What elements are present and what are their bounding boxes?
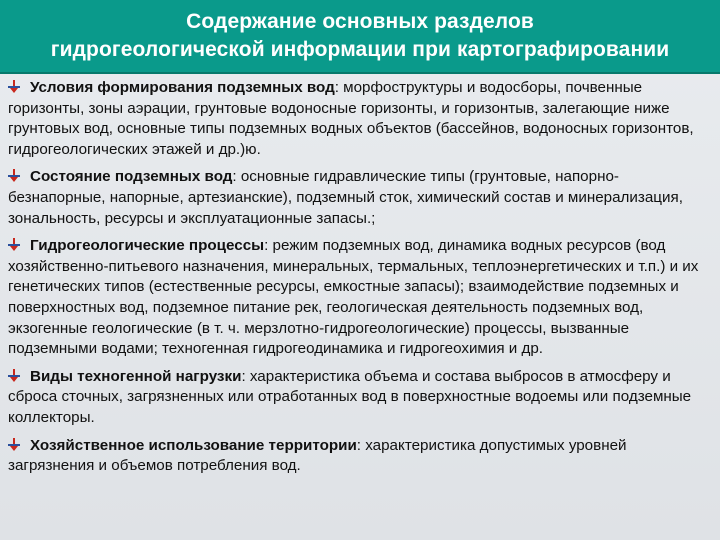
arrow-bullet-icon (8, 169, 20, 183)
item-heading: Хозяйственное использование территории (30, 436, 357, 454)
list-item (8, 236, 712, 360)
title-bar (0, 0, 720, 74)
item-text: : морфоструктуры и водосборы, почвенные горизонты, зоны аэрации, грунтовые водоносные горизонты, и горизонтыв, залегающие ниже грунтовых вод, основные типы подземных водных объектов (бассейнов, водоносных горизонтов, гидрогеологических этажей и др.)ю. (8, 79, 694, 158)
list-item (8, 78, 712, 160)
arrow-bullet-icon (8, 80, 20, 94)
slide-title-line-2: гидрогеологической информации при картографировании (50, 38, 670, 61)
list-item (8, 367, 712, 429)
item-text: : режим подземных вод, динамика водных ресурсов (вод хозяйственно-питьевого назначения, минеральных, термальных, теплоэнергетических и т.п.) и их генетических типов (естественные ресурсы, емкостные запасы); взаимодействие подземных и поверхностных вод, подземное питание рек, геологическая деятельность подземных вод, экзогенные геологические (в т. ч. мерзлотно-гидрогеологические) процессы, вызванные подземными водами; техногенная гидрогеодинамика и гидрогеохимия и др. (8, 237, 699, 358)
item-text: : характеристика объема и состава выбросов в атмосферу и сброса сточных, загрязненных или отработанных вод в поверхностные водоемы или подземные коллекторы. (8, 367, 692, 426)
arrow-bullet-icon (8, 238, 20, 252)
slide-title-line-1: Содержание основных разделов (186, 10, 534, 33)
content-list (8, 78, 712, 484)
list-item (8, 436, 712, 477)
arrow-bullet-icon (8, 438, 20, 452)
item-heading: Состояние подземных вод (30, 168, 233, 186)
item-heading: Условия формирования подземных вод (30, 79, 335, 96)
item-heading: Гидрогеологические процессы (30, 237, 265, 255)
list-item (8, 167, 712, 229)
item-heading: Виды техногенной нагрузки (30, 367, 242, 385)
arrow-bullet-icon (8, 369, 20, 383)
item-text: : характеристика допустимых уровней загрязнения и объемов потребления вод. (8, 436, 627, 475)
item-text: : основные гидравлические типы (грунтовые, напорно-безнапорные, напорные, артезианские), подземный сток, химический состав и минерализация, зональность, ресурсы и эксплуатационные запасы.; (8, 168, 683, 227)
